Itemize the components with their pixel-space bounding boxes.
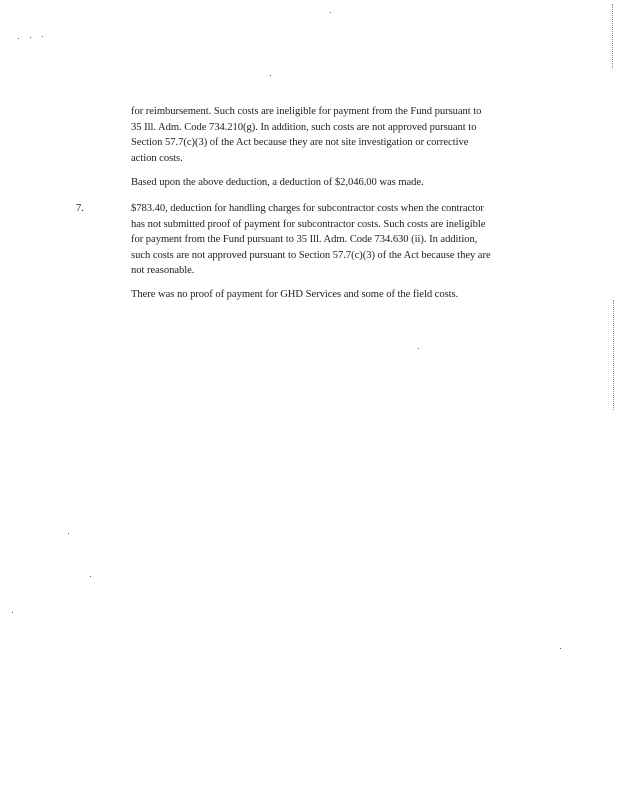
text-line: There was no proof of payment for GHD Services and some of the field costs. — [131, 289, 459, 300]
text-line: has not submitted proof of payment for subcontractor costs. Such costs are ineligible — [131, 218, 486, 230]
text-line: action costs. — [131, 152, 183, 164]
item-number: 7. — [76, 203, 84, 214]
scan-edge-dots — [613, 300, 615, 410]
text-line: Based upon the above deduction, a deduction of $2,046.00 was made. — [131, 177, 424, 188]
scan-speck — [270, 75, 271, 76]
scan-speck — [12, 612, 13, 613]
scan-speck — [30, 37, 31, 38]
scan-edge-dots — [612, 4, 614, 68]
scan-speck — [560, 648, 561, 649]
text-line: Section 57.7(c)(3) of the Act because they are not site investigation or corrective — [131, 137, 469, 149]
text-line: for reimbursement. Such costs are ineligible for payment from the Fund pursuant to — [131, 106, 482, 117]
continued-paragraph — [131, 104, 481, 166]
scan-speck — [68, 533, 69, 534]
scan-speck — [18, 38, 19, 39]
deduction-note — [131, 175, 424, 191]
text-line: such costs are not approved pursuant to Section 57.7(c)(3) of the Act because they are — [131, 249, 491, 261]
text-line: 35 Ill. Adm. Code 734.210(g). In addition, such costs are not approved pursuant to — [131, 121, 477, 133]
payment-proof-note — [131, 287, 458, 303]
item-7-paragraph — [131, 201, 491, 279]
scan-speck — [42, 36, 43, 37]
scan-speck — [330, 12, 331, 13]
text-line: for payment from the Fund pursuant to 35 Ill. Adm. Code 734.630 (ii). In addition, — [131, 234, 478, 246]
scan-speck — [90, 576, 91, 577]
text-line: $783.40, deduction for handling charges for subcontractor costs when the contractor — [131, 203, 484, 214]
scan-speck — [418, 348, 419, 349]
text-line: not reasonable. — [131, 265, 195, 277]
